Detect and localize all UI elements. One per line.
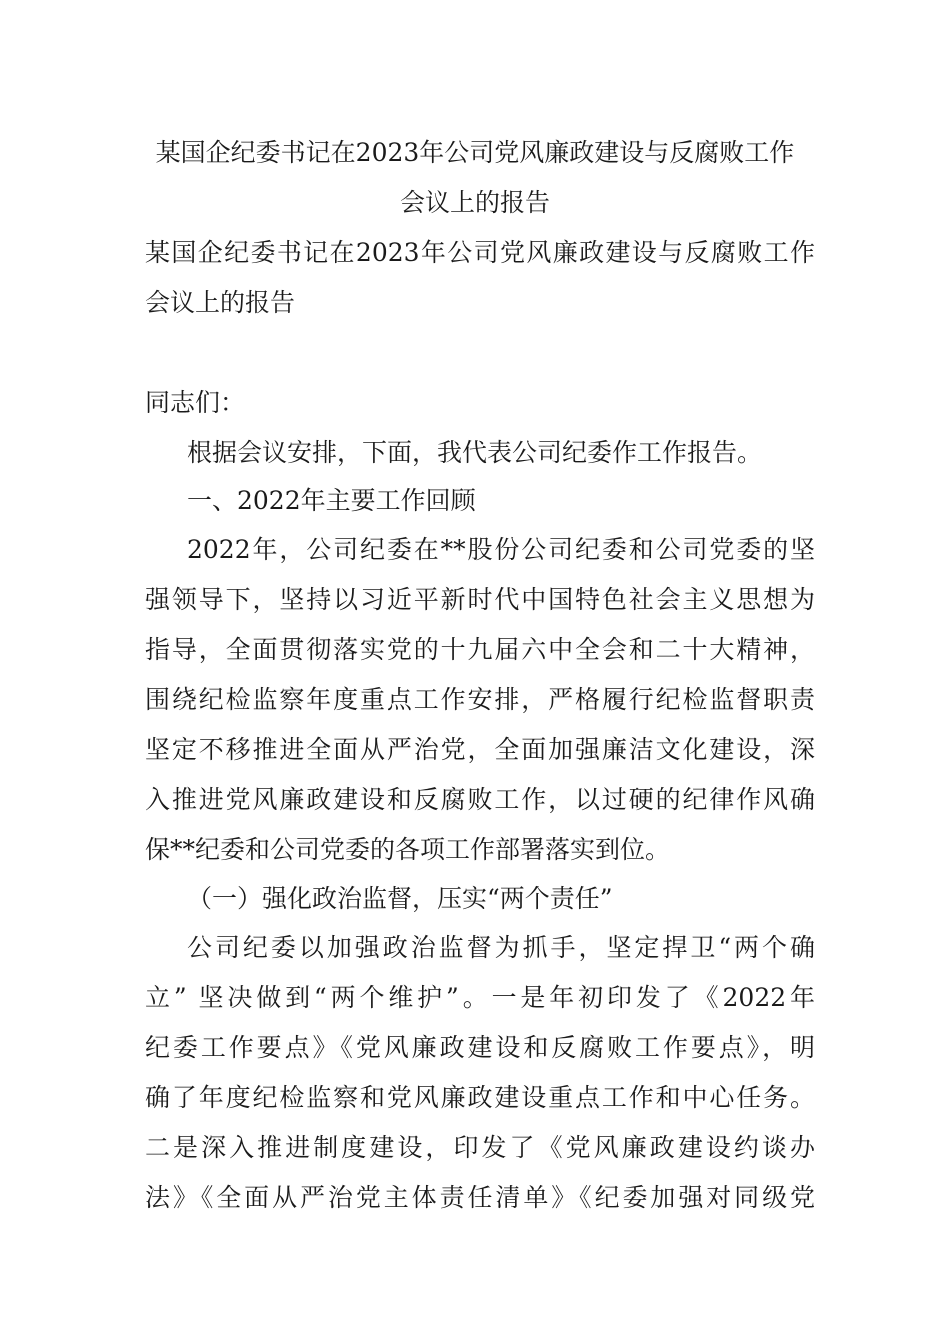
paragraph-1-line-6: 入推进党风廉政建设和反腐败工作，以过硬的纪律作风确 xyxy=(145,785,815,814)
paragraph-2-line-3: 纪委工作要点》《党风廉政建设和反腐败工作要点》，明 xyxy=(145,1033,815,1062)
paragraph-1-line-5: 坚定不移推进全面从严治党，全面加强廉洁文化建设，深 xyxy=(145,735,815,764)
paragraph-2-line-4: 确了年度纪检监察和党风廉政建设重点工作和中心任务。 xyxy=(145,1083,815,1112)
document-subtitle-line-2: 会议上的报告 xyxy=(145,288,296,317)
paragraph-2-line-2: 立” 坚决做到“两个维护”。一是年初印发了《2022年 xyxy=(145,983,815,1012)
salutation: 同志们： xyxy=(145,388,246,417)
paragraph-1-line-7: 保**纪委和公司党委的各项工作部署落实到位。 xyxy=(145,835,671,864)
paragraph-2-line-1: 公司纪委以加强政治监督为抓手，坚定捍卫“两个确 xyxy=(187,933,815,962)
paragraph-1-line-1: 2022年，公司纪委在**股份公司纪委和公司党委的坚 xyxy=(187,535,815,564)
document-subtitle-line-1: 某国企纪委书记在2023年公司党风廉政建设与反腐败工作 xyxy=(145,238,815,267)
paragraph-2-line-6: 法》《全面从严治党主体责任清单》《纪委加强对同级党 xyxy=(145,1183,815,1212)
paragraph-1-line-2: 强领导下，坚持以习近平新时代中国特色社会主义思想为 xyxy=(145,585,815,614)
paragraph-2-line-5: 二是深入推进制度建设，印发了《党风廉政建设约谈办 xyxy=(145,1133,815,1162)
paragraph-1-line-3: 指导，全面贯彻落实党的十九届六中全会和二十大精神， xyxy=(145,635,815,664)
subsection-heading-1: （一）强化政治监督，压实“两个责任” xyxy=(187,884,613,913)
document-title-line-1: 某国企纪委书记在2023年公司党风廉政建设与反腐败工作 xyxy=(155,138,795,167)
section-heading-1: 一、2022年主要工作回顾 xyxy=(187,486,476,515)
paragraph-1-line-4: 围绕纪检监察年度重点工作安排，严格履行纪检监督职责 xyxy=(145,685,815,714)
intro-paragraph: 根据会议安排，下面，我代表公司纪委作工作报告。 xyxy=(187,438,763,467)
document-title-line-2: 会议上的报告 xyxy=(399,188,550,217)
